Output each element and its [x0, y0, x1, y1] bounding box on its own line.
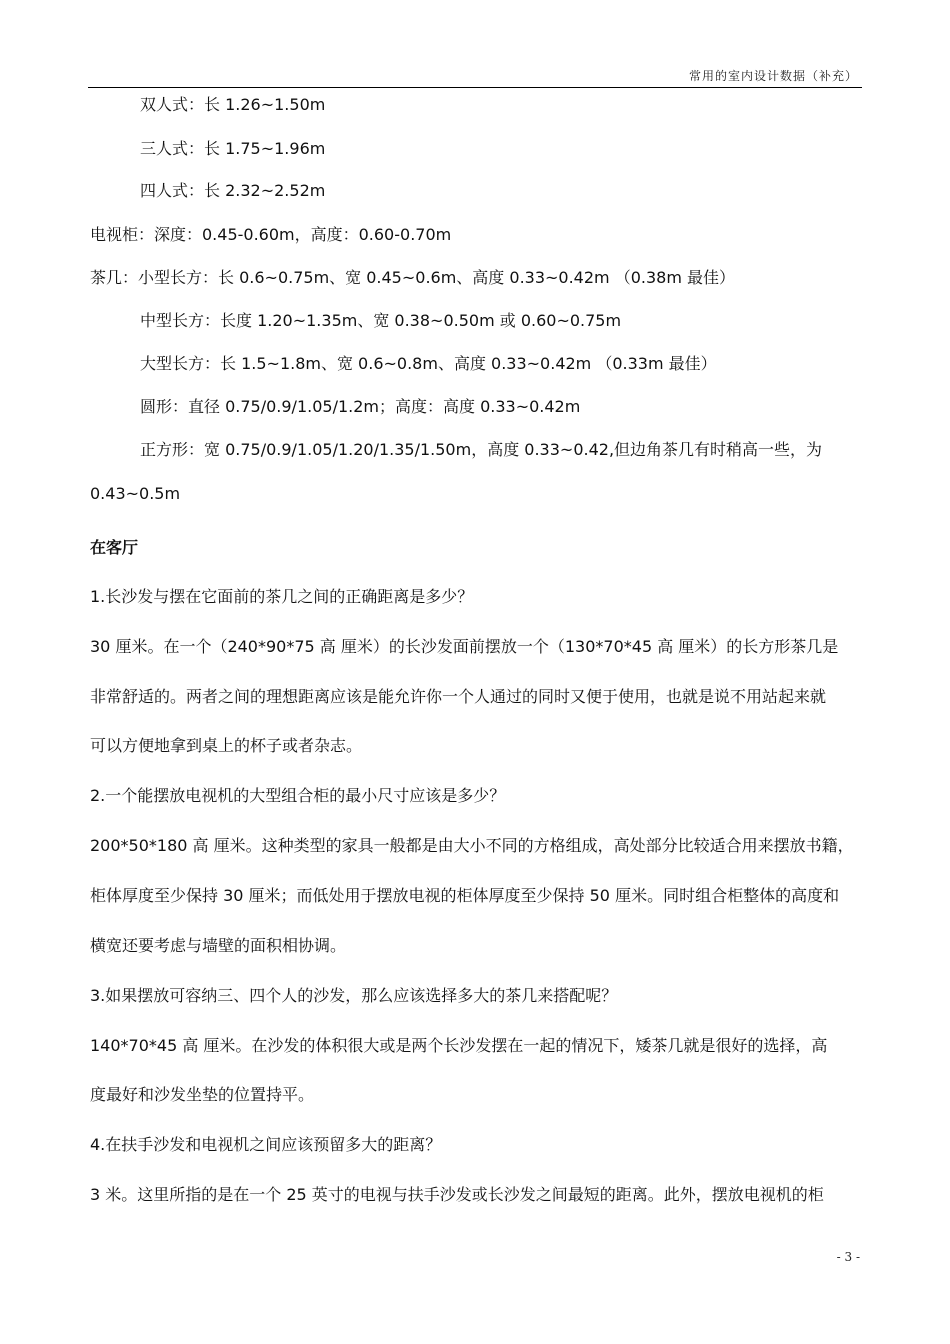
coffee-table-square-line: 正方形：宽 0.75/0.9/1.05/1.20/1.35/1.50m，高度 0.33~0.42,但边角茶几有时稍高一些，为 — [140, 440, 823, 459]
answer-1-line-2: 非常舒适的。两者之间的理想距离应该是能允许你一个人通过的同时又便于使用，也就是说不用站起来就 — [90, 687, 827, 706]
answer-3-line-2: 度最好和沙发坐垫的位置持平。 — [90, 1085, 315, 1104]
sofa-two-seat-line: 双人式：长 1.26~1.50m — [140, 95, 326, 114]
page-number: - 3 - — [836, 1250, 860, 1264]
coffee-table-round-line: 圆形：直径 0.75/0.9/1.05/1.2m；高度：高度 0.33~0.42m — [140, 397, 581, 416]
question-4: 4.在扶手沙发和电视机之间应该预留多大的距离？ — [90, 1135, 442, 1154]
coffee-table-square-line-continued: 0.43~0.5m — [90, 484, 181, 503]
question-2: 2.一个能摆放电视机的大型组合柜的最小尺寸应该是多少？ — [90, 786, 506, 805]
question-1: 1.长沙发与摆在它面前的茶几之间的正确距离是多少？ — [90, 587, 474, 606]
answer-4-line-1: 3 米。这里所指的是在一个 25 英寸的电视与扶手沙发或长沙发之间最短的距离。此外，摆放电视机的柜 — [90, 1185, 824, 1204]
coffee-table-large-line: 大型长方：长 1.5~1.8m、宽 0.6~0.8m、高度 0.33~0.42m （0.33m 最佳） — [140, 354, 717, 373]
coffee-table-medium-line: 中型长方：长度 1.20~1.35m、宽 0.38~0.50m 或 0.60~0.75m — [140, 311, 622, 330]
answer-2-line-3: 横宽还要考虑与墙壁的面积相协调。 — [90, 936, 347, 955]
answer-2-line-2: 柜体厚度至少保持 30 厘米；而低处用于摆放电视的柜体厚度至少保持 50 厘米。同时组合柜整体的高度和 — [90, 886, 840, 905]
sofa-three-seat-line: 三人式：长 1.75~1.96m — [140, 139, 326, 158]
header-divider — [88, 87, 862, 88]
running-header-title: 常用的室内设计数据（补充） — [688, 69, 858, 83]
question-3: 3.如果摆放可容纳三、四个人的沙发，那么应该选择多大的茶几来搭配呢？ — [90, 986, 618, 1005]
answer-3-line-1: 140*70*45 高 厘米。在沙发的体积很大或是两个长沙发摆在一起的情况下，矮茶几就是很好的选择，高 — [90, 1036, 828, 1055]
coffee-table-small-line: 茶几：小型长方：长 0.6~0.75m、宽 0.45~0.6m、高度 0.33~0.42m （0.38m 最佳） — [90, 268, 736, 287]
tv-cabinet-line: 电视柜：深度：0.45-0.60m，高度：0.60-0.70m — [90, 225, 452, 244]
answer-1-line-1: 30 厘米。在一个（240*90*75 高 厘米）的长沙发面前摆放一个（130*70*45 高 厘米）的长方形茶几是 — [90, 637, 839, 656]
sofa-four-seat-line: 四人式：长 2.32~2.52m — [140, 181, 326, 200]
answer-1-line-3: 可以方便地拿到桌上的杯子或者杂志。 — [90, 736, 363, 755]
section-heading: 在客厅 — [90, 538, 139, 557]
answer-2-line-1: 200*50*180 高 厘米。这种类型的家具一般都是由大小不同的方格组成，高处部分比较适合用来摆放书籍， — [90, 836, 854, 855]
